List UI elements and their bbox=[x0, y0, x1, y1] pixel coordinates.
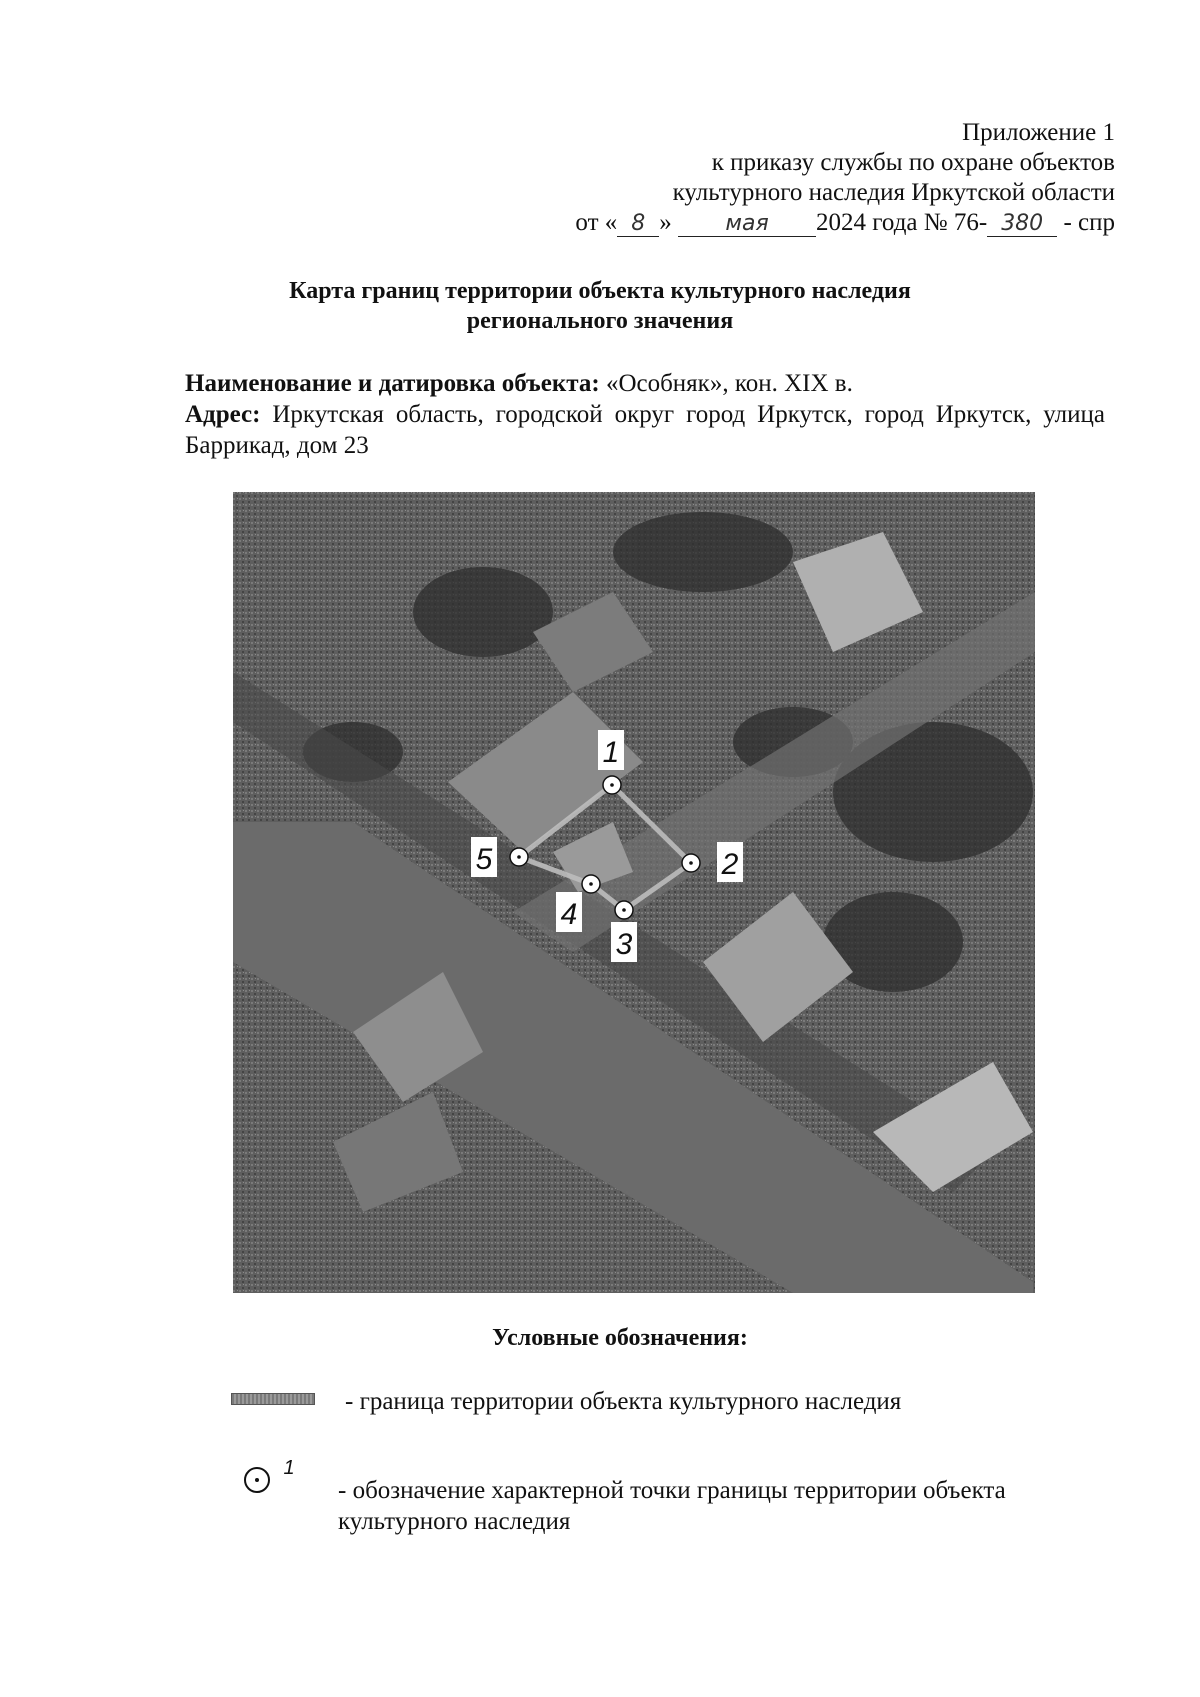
object-info bbox=[185, 368, 1105, 461]
appendix-line-1: Приложение 1 bbox=[962, 119, 1115, 146]
object-name-value: «Особняк», кон. XIX в. bbox=[599, 370, 853, 397]
date-mid: » bbox=[659, 209, 672, 236]
title-line-1: Карта границ территории объекта культурного наследия bbox=[289, 278, 911, 304]
object-address-value: Иркутская область, городской округ город Иркутск, город Иркутск, улица Баррикад, дом 23 bbox=[185, 401, 1105, 459]
legend-title: Условные обозначения: bbox=[492, 1325, 748, 1351]
handwritten-number: 380 bbox=[987, 212, 1057, 237]
legend-point-symbol bbox=[243, 1460, 303, 1494]
object-name-label: Наименование и датировка объекта: bbox=[185, 370, 600, 397]
date-prefix: от « bbox=[575, 209, 618, 236]
object-address-line bbox=[185, 399, 1105, 461]
year-text: 2024 года № 76- bbox=[816, 209, 988, 236]
legend-boundary-text: - граница территории объекта культурного наследия bbox=[345, 1388, 902, 1415]
object-name-line bbox=[185, 368, 1105, 399]
map-point-3 bbox=[611, 901, 637, 962]
appendix-date-line bbox=[415, 208, 1115, 238]
object-address-label: Адрес: bbox=[185, 401, 261, 428]
map-point-3-label: 3 bbox=[615, 928, 633, 961]
appendix-line-3: культурного наследия Иркутской области bbox=[672, 179, 1115, 206]
legend-point-text: - обозначение характерной точки границы территории объекта культурного наследия bbox=[338, 1477, 1006, 1535]
title-line-2: регионального значения bbox=[466, 308, 734, 334]
handwritten-month: мая bbox=[678, 212, 816, 237]
number-suffix: - спр bbox=[1057, 209, 1115, 236]
handwritten-day: 8 bbox=[617, 212, 659, 237]
aerial-map-image bbox=[233, 492, 1035, 1293]
document-title bbox=[150, 276, 1050, 336]
map-point-1-label: 1 bbox=[602, 736, 620, 769]
legend-boundary-symbol bbox=[231, 1393, 315, 1405]
map-point-2-label: 2 bbox=[721, 848, 739, 881]
legend-point-sample-label: 1 bbox=[283, 1460, 295, 1479]
map-point-4-label: 4 bbox=[560, 898, 578, 931]
appendix-line-2: к приказу службы по охране объектов bbox=[711, 149, 1115, 176]
aerial-map bbox=[233, 492, 1035, 1293]
map-point-5-label: 5 bbox=[475, 843, 493, 876]
appendix-header bbox=[415, 118, 1115, 238]
